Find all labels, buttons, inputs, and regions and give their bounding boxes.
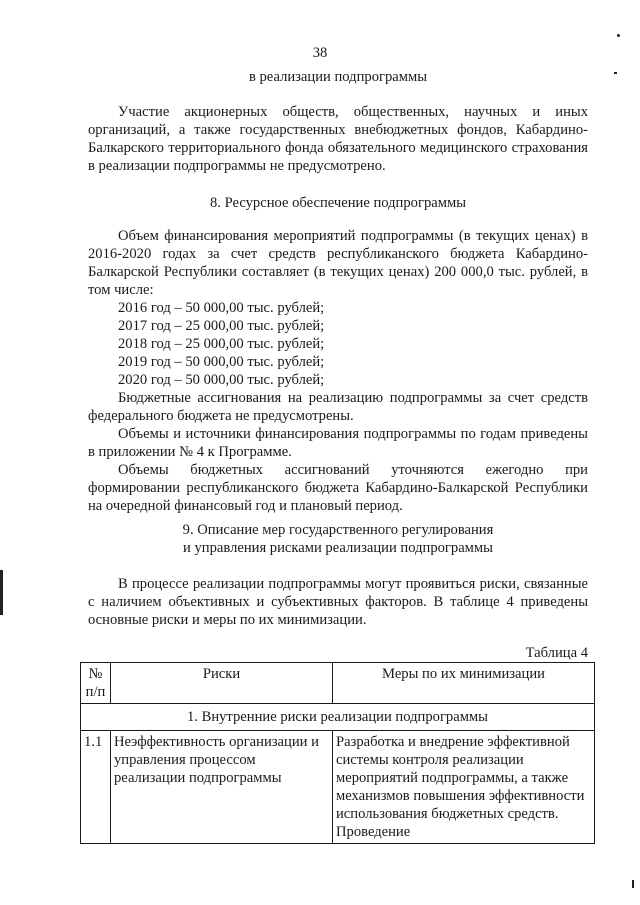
section9-body (88, 575, 588, 629)
scan-dot-mark (614, 72, 617, 74)
section8-title: 8. Ресурсное обеспечение подпрограммы (209, 195, 466, 211)
page-number: 38 (312, 45, 328, 61)
scan-edge-mark (632, 880, 634, 888)
year-item-2020: 2020 год – 50 000,00 тыс. рублей; (118, 372, 325, 388)
row-measure-cell: Разработка и внедрение эффективной системы контроля реализации мероприятий подпрограммы, а также механизмов повышения эффективности использования бюджетных средств. Проведение (333, 731, 595, 844)
federal-budget-paragraph: Бюджетные ассигнования на реализацию подпрограммы за счет средств федерального бюджета не предусмотрены. (88, 390, 588, 424)
section9-title-line2: и управления рисками реализации подпрограммы (183, 540, 493, 556)
year-item-2019: 2019 год – 50 000,00 тыс. рублей; (118, 354, 325, 370)
row-risk-cell: Неэффективность организации и управления процессом реализации подпрограммы (111, 731, 333, 844)
section-row-cell: 1. Внутренние риски реализации подпрограммы (81, 704, 595, 731)
section8-body (88, 227, 588, 515)
participation-paragraph (88, 103, 588, 175)
section9-title-line1: 9. Описание мер государственного регулирования (182, 522, 494, 538)
year-item-2016: 2016 год – 50 000,00 тыс. рублей; (118, 300, 325, 316)
risks-table (80, 662, 595, 844)
top-heading: в реализации подпрограммы (248, 69, 428, 85)
row-num-cell: 1.1 (81, 731, 111, 844)
header-num: № п/п (81, 663, 111, 704)
funding-intro: Объем финансирования мероприятий подпрограммы (в текущих ценах) в 2016-2020 годах за счет средств республиканского бюджета Кабардино-Балкарской Республики составляет (в текущих ценах) 200 000,0 тыс. рублей, в том числе: (88, 228, 588, 298)
risks-intro: В процессе реализации подпрограммы могут проявиться риски, связанные с наличием объективных и субъективных факторов. В таблице 4 приведены основные риски и меры по их минимизации. (88, 576, 588, 628)
table-section-row (81, 704, 595, 731)
year-item-2018: 2018 год – 25 000,00 тыс. рублей; (118, 336, 325, 352)
table-row (81, 731, 595, 844)
participation-text: Участие акционерных обществ, общественных, научных и иных организаций, а также государственных внебюджетных фондов, Кабардино-Балкарского территориального фонда обязательного медицинского страхования в реализации подпрограммы не предусмотрено. (88, 104, 588, 174)
header-risks: Риски (111, 663, 333, 704)
table-caption: Таблица 4 (525, 645, 588, 661)
risks-table-wrapper (80, 662, 595, 844)
year-item-2017: 2017 год – 25 000,00 тыс. рублей; (118, 318, 325, 334)
scan-dot-mark (617, 34, 620, 37)
header-measures: Меры по их минимизации (333, 663, 595, 704)
funding-sources-paragraph: Объемы и источники финансирования подпрограммы по годам приведены в приложении № 4 к Программе. (88, 426, 588, 460)
scan-edge-mark (0, 570, 3, 615)
table-header-row (81, 663, 595, 704)
section9-title (88, 521, 588, 557)
budget-refine-paragraph: Объемы бюджетных ассигнований уточняются ежегодно при формировании республиканского бюджета Кабардино-Балкарской Республики на очередной финансовый год и плановый период. (88, 462, 588, 514)
